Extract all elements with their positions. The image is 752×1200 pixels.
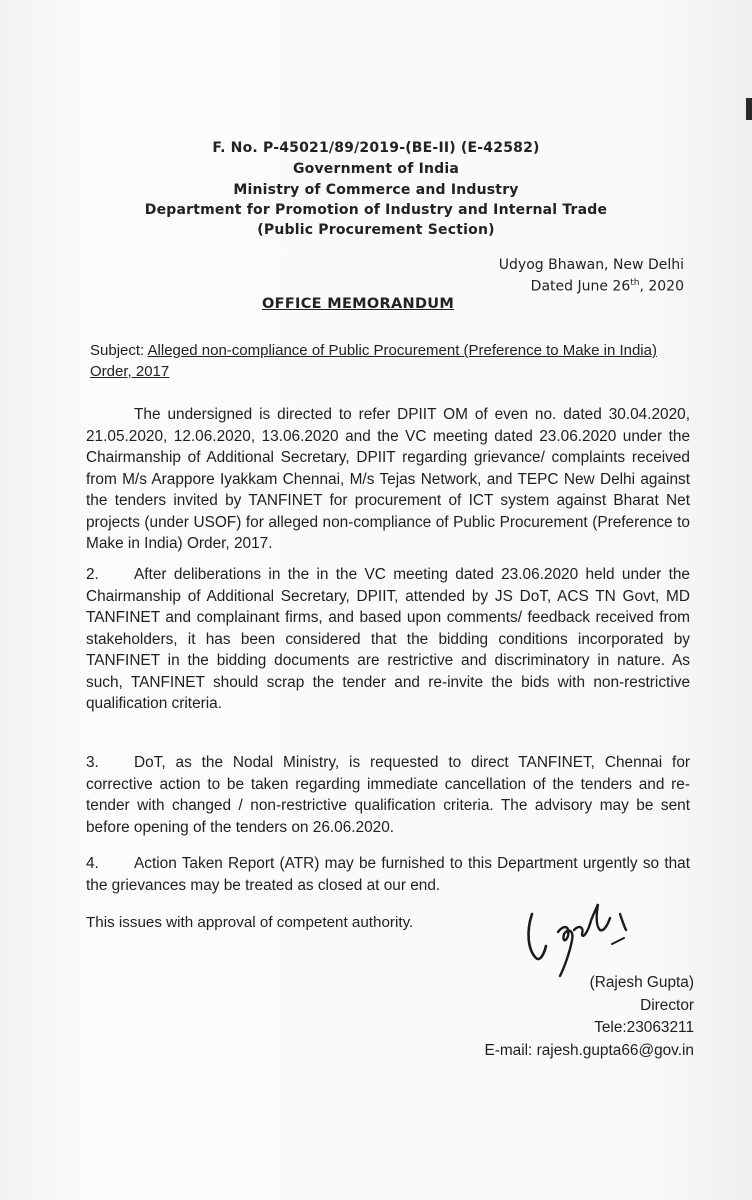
closing-line: This issues with approval of competent authority. <box>86 914 414 931</box>
scan-edge-mark <box>746 98 752 120</box>
signatory-designation: Director <box>640 996 694 1014</box>
file-number: F. No. P-45021/89/2019-(BE-II) (E-42582) <box>212 140 540 156</box>
signatory-name: (Rajesh Gupta) <box>589 974 694 991</box>
paragraph-text: After deliberations in the in the VC meeting dated 23.06.2020 held under the Chairmanship of Additional Secretary, DPIIT, attended by JS DoT, ACS TN Govt, MD TANFINET and complainant firms, and based upon comments/ feedback received from stakeholders, it has been considered that the bidding conditions incorporated by TANFINET in the bidding documents are restrictive and discriminatory in nature. As such, TANFINET should scrap the tender and re-invite the bids with non-restrictive qualification criteria. <box>86 566 690 712</box>
issue-date-suffix-sup: th <box>630 278 640 288</box>
issue-date-prefix: Dated June 26 <box>530 278 631 295</box>
department-line: Department for Promotion of Industry and Internal Trade <box>144 202 608 218</box>
issue-date <box>531 278 684 295</box>
handwritten-signature <box>510 884 640 984</box>
paragraph-text: The undersigned is directed to refer DPIIT OM of even no. dated 30.04.2020, 21.05.2020, 12.06.2020, 13.06.2020 and the VC meeting dated 23.06.2020 under the Chairmanship of Additional Secretary, DPIIT regarding grievance/ complaints received from M/s Arappore Iyakkam Chennai, M/s Tejas Network, and TEPC New Delhi against the tenders invited by TANFINET for procurement of ICT system against Bharat Net projects (under USOF) for alleged non-compliance of Public Procurement (Preference to Make in India) Order, 2017. <box>86 406 690 552</box>
signatory-email: E-mail: rajesh.gupta66@gov.in <box>484 1041 694 1059</box>
paragraph-text: Action Taken Report (ATR) may be furnished to this Department urgently so that the grievances may be treated as closed at our end. <box>86 855 690 894</box>
subject-text: Alleged non-compliance of Public Procurement (Preference to Make in India) Order, 2017 <box>90 342 657 380</box>
paragraph-2 <box>86 564 690 715</box>
issue-date-year: , 2020 <box>639 278 684 295</box>
paragraph-number: 3. <box>86 754 99 771</box>
paragraph-1 <box>86 404 690 555</box>
paragraph-text: DoT, as the Nodal Ministry, is requested to direct TANFINET, Chennai for corrective action to be taken regarding immediate cancellation of the tenders and re-tender with changed / non-restrictive qualification criteria. The advisory may be sent before opening of the tenders on 26.06.2020. <box>86 754 690 836</box>
subject-line <box>90 340 690 382</box>
government-line: Government of India <box>292 161 460 177</box>
paragraph-3 <box>86 752 690 838</box>
signatory-phone: Tele:23063211 <box>594 1019 694 1036</box>
paragraph-number: 4. <box>86 855 99 872</box>
subject-label: Subject: <box>90 342 145 359</box>
issue-place: Udyog Bhawan, New Delhi <box>498 257 684 273</box>
memo-title: OFFICE MEMORANDUM <box>262 296 455 312</box>
signatory-block <box>484 972 694 1062</box>
section-line: (Public Procurement Section) <box>257 222 495 238</box>
paragraph-number: 2. <box>86 566 99 583</box>
ministry-line: Ministry of Commerce and Industry <box>233 182 519 198</box>
